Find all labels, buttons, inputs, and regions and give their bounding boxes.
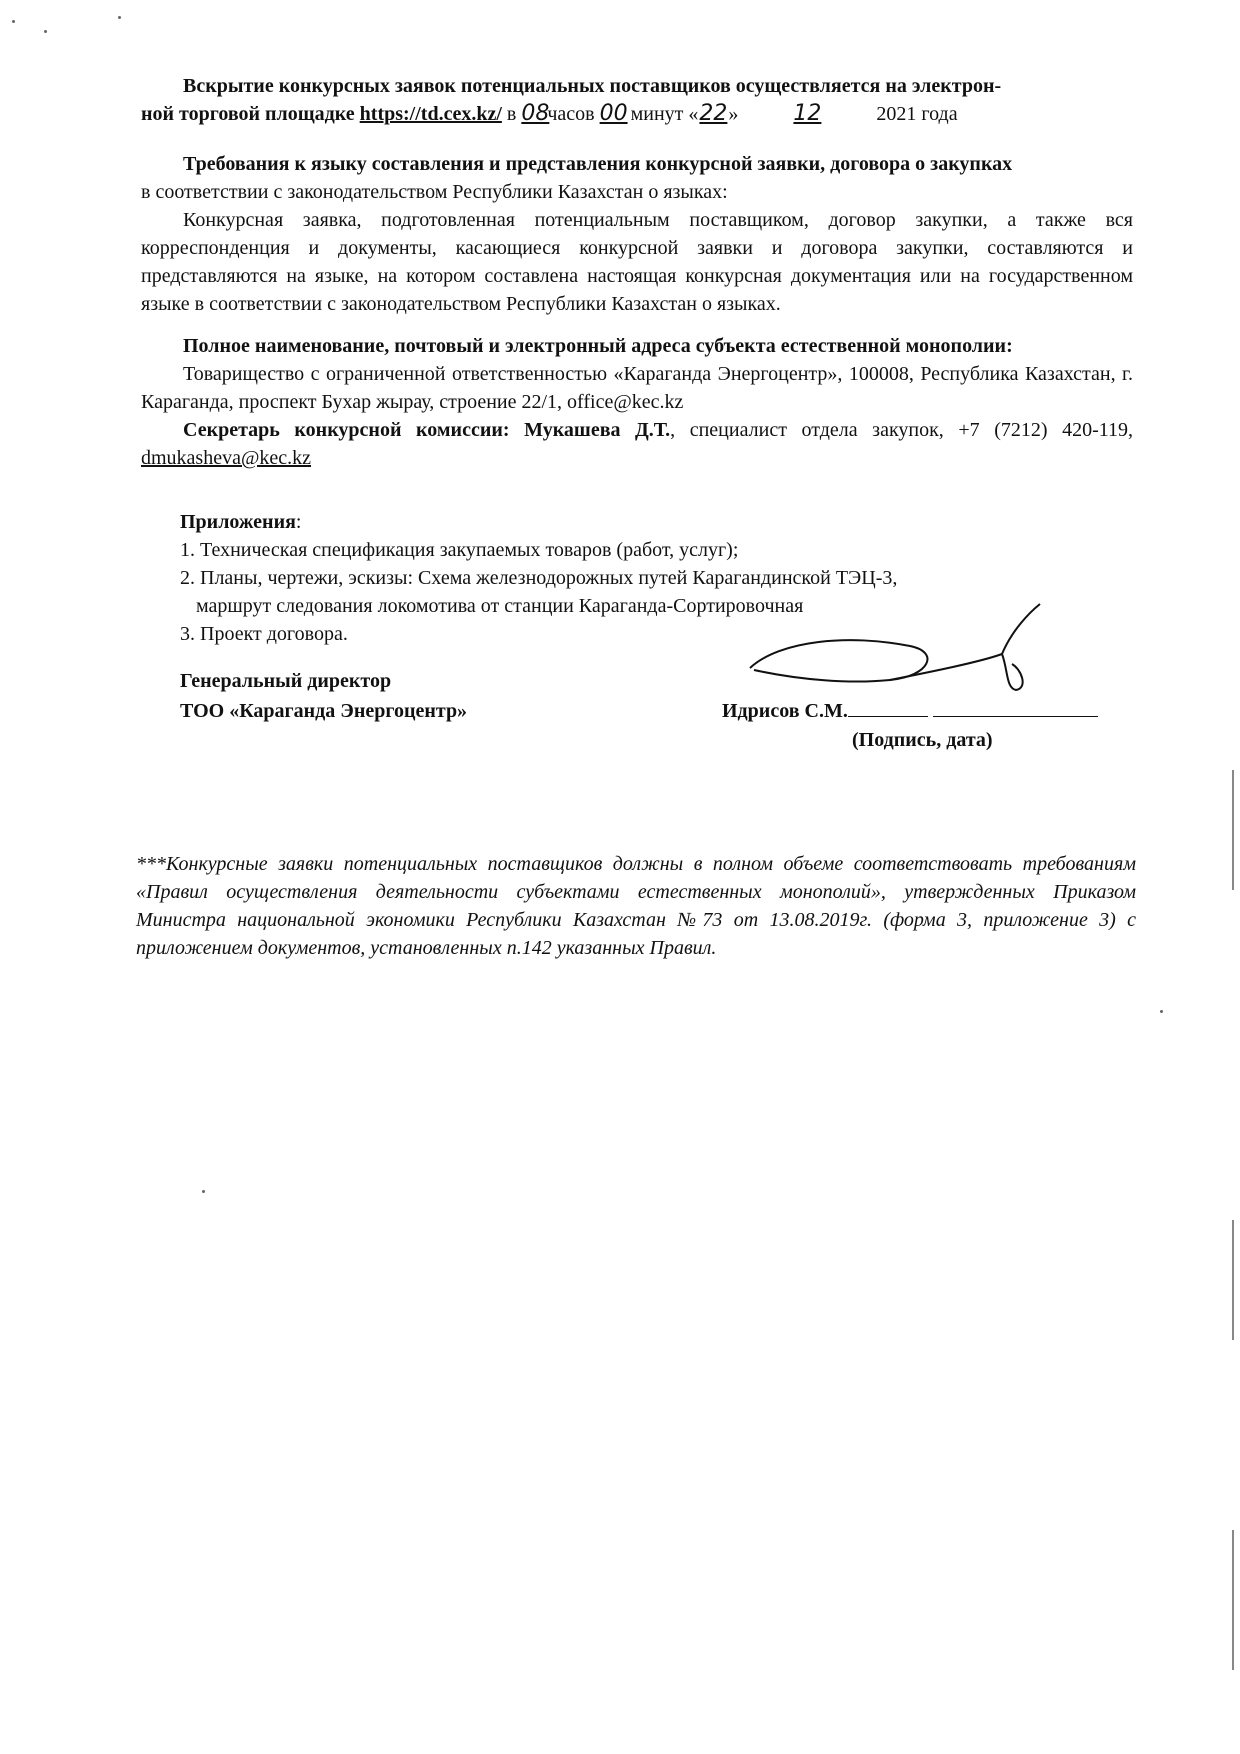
opening-line-1: Вскрытие конкурсных заявок потенциальных поставщиков осуществляется на электрон-	[183, 75, 1002, 97]
attachments-heading: Приложения	[180, 511, 296, 533]
secretary-name: Мукашева Д.Т.	[524, 419, 671, 441]
handwritten-day: 22	[699, 101, 728, 126]
year-text: 2021 года	[876, 103, 958, 125]
language-subheading: в соответствии с законодательством Республики Казахстан о языках:	[141, 181, 728, 203]
director-title: Генеральный директор	[180, 670, 392, 692]
signature-blank	[848, 696, 928, 717]
company-name: ТОО «Караганда Энергоцентр»	[180, 700, 468, 722]
attachments-colon: :	[295, 511, 302, 533]
director-title-block	[180, 666, 467, 726]
opening-line-2	[141, 100, 1133, 128]
signatory-line	[722, 696, 1098, 725]
secretary-label: Секретарь конкурсной комиссии:	[183, 419, 510, 441]
handwritten-hours: 08	[521, 101, 550, 126]
scan-edge-mark	[1232, 1530, 1234, 1670]
opening-paragraph	[141, 72, 1133, 128]
entity-body: Товарищество с ограниченной ответственностью «Караганда Энергоцентр», 100008, Республика Казахстан, г. Караганда, проспект Бухар жырау, строение 22/1, office@kec.kz	[141, 363, 1133, 413]
secretary-line	[141, 416, 1133, 472]
scan-edge-mark	[1232, 770, 1234, 890]
hours-label: часов	[547, 103, 595, 125]
scan-speck	[118, 16, 121, 19]
platform-link[interactable]: https://td.cex.kz/	[359, 103, 502, 125]
minutes-label: минут «	[625, 103, 699, 125]
entity-section	[141, 332, 1133, 472]
opening-in-text: в	[501, 103, 522, 125]
scan-edge-mark	[1232, 1220, 1234, 1340]
attachment-item: маршрут следования локомотива от станции Караганда-Сортировочная	[196, 595, 804, 617]
attachment-item: 1. Техническая спецификация закупаемых товаров (работ, услуг);	[180, 539, 739, 561]
attachment-item: 2. Планы, чертежи, эскизы: Схема железнодорожных путей Карагандинской ТЭЦ-3,	[180, 567, 898, 589]
scan-speck	[202, 1190, 205, 1193]
opening-platform-label: ной торговой площадке	[141, 103, 355, 125]
signature-caption: (Подпись, дата)	[852, 729, 993, 751]
handwritten-minutes: 00	[599, 101, 628, 126]
language-body: Конкурсная заявка, подготовленная потенциальным поставщиком, договор закупки, а также вся корреспонденция и документы, касающиеся конкурсной заявки и договора закупки, составляются и представляются на языке, на котором составлена настоящая конкурсная документация или на государственном языке в соответствии с законодательством Республики Казахстан о языках.	[141, 209, 1133, 315]
handwritten-month: 12	[793, 101, 822, 126]
scan-speck	[12, 20, 15, 23]
signatory-name: Идрисов С.М.	[722, 700, 848, 722]
attachments-heading-line	[180, 508, 1080, 536]
language-heading: Требования к языку составления и представления конкурсной заявки, договора о закупках	[183, 153, 1013, 175]
footnote: ***Конкурсные заявки потенциальных поставщиков должны в полном объеме соответствовать требованиям «Правил осуществления деятельности субъектами естественных монополий», утвержденных Приказом Министра национальной экономики Республики Казахстан №73 от 13.08.2019г. (форма 3, приложение 3) с приложением документов, установленных п.142 указанных Правил.	[136, 853, 1136, 959]
handwritten-signature	[740, 600, 1060, 700]
scan-speck	[44, 30, 47, 33]
attachment-item: 3. Проект договора.	[180, 623, 348, 645]
scan-speck	[1160, 1010, 1163, 1013]
secretary-email-link[interactable]: dmukasheva@kec.kz	[141, 447, 312, 469]
secretary-details: , специалист отдела закупок, +7 (7212) 420-119,	[670, 419, 1133, 441]
entity-heading: Полное наименование, почтовый и электронный адреса субъекта естественной монополии:	[183, 335, 1013, 357]
date-blank	[933, 696, 1098, 717]
language-section	[141, 150, 1133, 318]
quote-close: »	[728, 103, 739, 125]
